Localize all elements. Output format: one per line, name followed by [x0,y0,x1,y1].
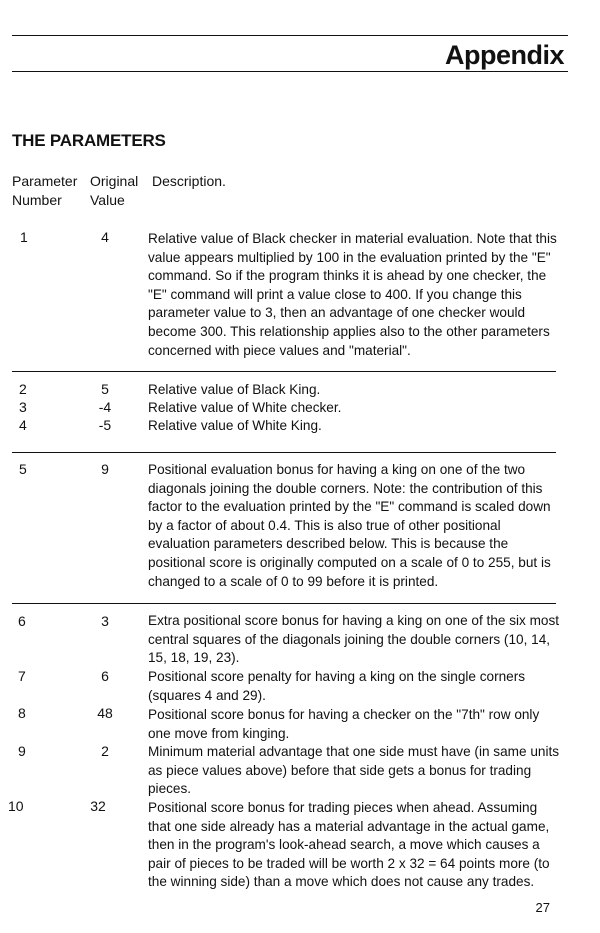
column-header-original-line1: Original [90,173,139,189]
column-header-parameter-number [12,172,77,210]
column-header-parameter-line2: Number [12,192,62,208]
parameter-description: Relative value of Black King. [148,382,321,397]
original-value: 48 [97,705,113,721]
original-value: -4 [98,399,112,415]
original-value: 3 [101,613,109,629]
parameter-description: Positional evaluation bonus for having a king on one of the two diagonals joining the double corners. Note: the contribution of this factor to the evaluation printed by the "E" command is scaled down by a factor of about 0.4. This is also true of other positional evaluation parameters described below. This is because the positional score is originally computed on a scale of 0 to 255, but is changed to a scale of 0 to 99 before it is printed. [148,462,551,589]
page-number: 27 [535,900,550,915]
parameter-number: 1 [20,229,28,245]
group-divider [12,603,556,604]
parameter-number: 5 [19,461,27,477]
column-header-description: Description. [152,173,226,189]
original-value: 4 [101,229,109,245]
group-divider [12,371,556,372]
section-title: THE PARAMETERS [12,131,166,150]
original-value: 5 [101,381,109,397]
column-header-parameter-line1: Parameter [12,173,78,189]
page-title: Appendix [444,40,564,70]
original-value: -5 [98,417,112,433]
parameter-number: 9 [18,743,26,759]
parameter-number: 10 [8,798,24,814]
column-header-original-value [90,172,138,210]
parameter-description: Extra positional score bonus for having a king on one of the six most central squares of the diagonals joining the double corners (10, 14, 15, 18, 19, 23). [148,613,560,666]
parameter-number: 3 [19,399,27,415]
parameter-description: Minimum material advantage that one side must have (in same units as piece values above) before that side gets a bonus for trading pieces. [148,744,560,797]
parameter-description: Relative value of Black checker in material evaluation. Note that this value appears multiplied by 100 in the evaluation printed by the "E" command. So if the program thinks it is ahead by one checker, the "E" command will print a value close to 400. If you change this parameter value to 3, then an advantage of one checker would become 300. This relationship applies also to the other parameters concerned with piece values and "material". [148,231,557,358]
header-rule-bottom [12,71,568,72]
original-value: 32 [90,798,106,814]
group-divider [12,452,556,453]
parameter-description: Positional score bonus for trading pieces when ahead. Assuming that one side already has a material advantage in the actual game, then in the program's look-ahead search, a move which causes a pair of pieces to be traded will be worth 2 x 32 = 64 points more (to the winning side) than a move which does not cause any trades. [148,800,550,890]
parameter-description: Positional score penalty for having a king on the single corners (squares 4 and 29). [148,669,526,703]
parameter-number: 2 [19,381,27,397]
parameter-number: 7 [18,668,26,684]
parameter-description: Positional score bonus for having a checker on the "7th" row only one move from kinging. [148,707,540,741]
parameter-number: 4 [19,417,27,433]
header-rule-top [12,35,568,36]
parameter-description: Relative value of White checker. [148,400,342,415]
original-value: 2 [101,743,109,759]
parameter-number: 6 [18,613,26,629]
original-value: 9 [101,461,109,477]
column-header-original-line2: Value [90,192,125,208]
parameter-number: 8 [18,705,26,721]
original-value: 6 [101,668,109,684]
parameter-description: Relative value of White King. [148,418,322,433]
